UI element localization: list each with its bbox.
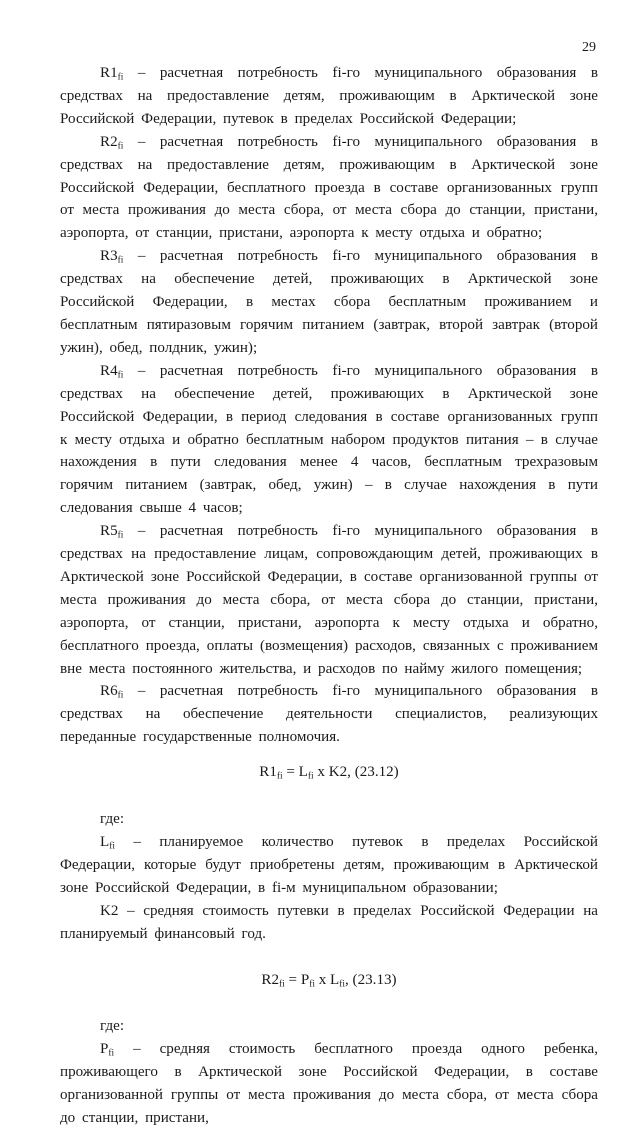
definition-text: – средняя стоимость бесплатного проезда одного ребенка, проживающего в Арктической зоне Российской Федерации, в составе организованной группы от места проживания до места сбора, от места сбора до станции, пристани, [60, 1041, 598, 1127]
definition-p [60, 1038, 598, 1130]
subscript: fi [117, 255, 124, 266]
symbol: R1 [100, 65, 118, 81]
formula-23-12: $R1_{fi} = L_{fi}$ x K2, (23.12) [259, 764, 399, 782]
definition-l [60, 831, 598, 900]
definition-r3 [60, 245, 598, 360]
formula-23-13: $R2_{fi} = P_{fi}$ x $L_{fi}$, (23.13) [261, 971, 397, 989]
definition-r4 [60, 360, 598, 520]
subscript: fi [109, 841, 115, 852]
subscript: fi [108, 1048, 115, 1059]
symbol: R4 [100, 362, 118, 379]
subscript: fi [117, 72, 124, 83]
where-label: где: [100, 1018, 125, 1035]
page-body [60, 62, 598, 1130]
definition-text: – расчетная потребность fi-го муниципального образования в средствах на обеспечение детей, проживающих в Арктической зоне Российской Федерации, в местах сбора бесплатным проживанием и бесплатным пятиразовым горячим питанием (завтрак, второй завтрак (второй ужин), обед, полдник, ужин); [60, 248, 598, 356]
where-label: где: [100, 811, 125, 828]
definition-text: – расчетная потребность fi-го муниципального образования в средствах на предоставление лицам, сопровождающим детей, проживающих в Арктической зоне Российской Федерации, в составе организованной группы от места проживания до места сбора, от места сбора до станции, пристани, аэропорта, от станции, пристани, аэропорта к месту отдыха и обратно, бесплатного проезда, оплаты (возмещения) расходов, связанных с проживанием вне места постоянного жительства, и расходов по найму жилого помещения; [60, 523, 598, 677]
symbol: R5 [100, 523, 118, 540]
symbol: R3 [100, 248, 118, 265]
definition-r2 [60, 131, 598, 246]
subscript: fi [117, 370, 124, 381]
definition-r6 [60, 680, 598, 749]
definition-text: – расчетная потребность fi-го муниципального образования в средствах на обеспечение деятельности специалистов, реализующих переданные государственные полномочия. [60, 683, 598, 746]
subscript: fi [117, 530, 124, 541]
definition-k2: K2 – средняя стоимость путевки в пределах Российской Федерации на планируемый финансовый год. [60, 902, 598, 942]
definition-r1 [60, 62, 598, 131]
symbol: R2 [100, 133, 118, 150]
definition-text: – расчетная потребность fi-го муниципального образования в средствах на предоставление детям, проживающим в Арктической зоне Российской Федерации, бесплатного проезда в составе организованных групп от места проживания до места сбора, от места сбора до станции, пристани, аэропорта, от станции, пристани, аэропорта к месту отдыха и обратно; [60, 133, 598, 242]
symbol: P [100, 1041, 109, 1058]
subscript: fi [117, 690, 124, 701]
page-number: 29 [582, 40, 596, 55]
subscript: fi [117, 141, 124, 152]
definition-r5 [60, 520, 598, 680]
definition-text: – расчетная потребность fi-го муниципального образования в средствах на предоставление детям, проживающим в Арктической зоне Российской Федерации, путевок в пределах Российской Федерации; [60, 65, 598, 127]
definition-text: – планируемое количество путевок в пределах Российской Федерации, которые будут приобретены детям, проживающим в Арктической зоне Российской Федерации, в fi-м муниципальном образовании; [60, 834, 598, 896]
symbol: R6 [100, 683, 118, 700]
symbol: L [100, 834, 110, 850]
definition-text: – расчетная потребность fi-го муниципального образования в средствах на обеспечение детей, проживающих в Арктической зоне Российской Федерации, в период следования в составе организованных групп к месту отдыха и обратно бесплатным набором продуктов питания – в случае нахождения в пути следования менее 4 часов, бесплатным трехразовым горячим питанием (завтрак, обед, ужин) – в случае нахождения в пути следования свыше 4 часов; [60, 362, 598, 517]
